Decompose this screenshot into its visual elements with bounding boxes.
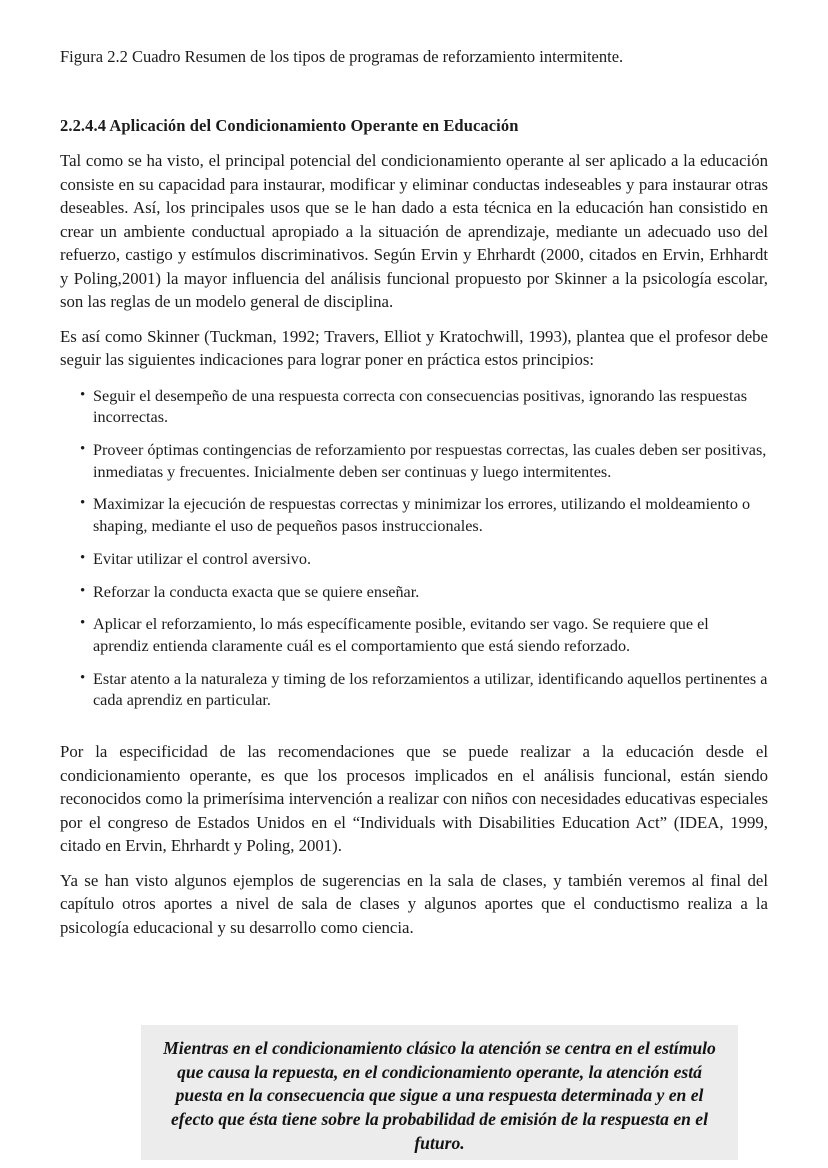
list-item [60,494,768,537]
list-item [60,440,768,483]
callout-quote-text: Mientras en el condicionamiento clásico la atención se centra en el estímulo que causa la repuesta, en el condicionamiento operante, la atención está puesta en la consecuencia que sigue a una respuesta determinada y en el efecto que ésta tiene sobre la probabilidad de emisión de la respuesta en el futuro. [163,1038,716,1153]
list-item-text: Proveer óptimas contingencias de reforzamiento por respuestas correctas, las cuales deben ser positivas, inmediatas y frecuentes. Inicialmente deben ser continuas y luego intermitentes. [93,441,767,481]
bullet-icon: • [80,669,86,686]
figure-caption: Figura 2.2 Cuadro Resumen de los tipos de programas de reforzamiento intermitente. [60,47,624,66]
list-item-text: Estar atento a la naturaleza y timing de los reforzamientos a utilizar, identificando aquellos pertinentes a cada aprendiz en particular. [93,669,768,710]
bullet-icon: • [80,549,86,566]
section-heading: 2.2.4.4 Aplicación del Condicionamiento Operante en Educación [60,115,519,135]
callout-quote-box [141,1025,738,1160]
list-item [60,582,768,604]
list-item-text: Evitar utilizar el control aversivo. [93,549,312,568]
list-item [60,549,768,571]
list-item-text: Aplicar el reforzamiento, lo más específicamente posible, evitando ser vago. Se requiere que el aprendiz entienda claramente cuál es el comportamiento que está siendo reforzado. [93,615,709,655]
list-item-text: Maximizar la ejecución de respuestas correctas y minimizar los errores, utilizando el moldeamiento o shaping, mediante el uso de pequeños pasos instruccionales. [93,495,751,536]
paragraph-3: Por la especificidad de las recomendaciones que se puede realizar a la educación desde el condicionamiento operante, es que los procesos implicados en el análisis funcional, están siendo reconocidos como la primerísima intervención a realizar con niños con necesidades educativas especiales por el congreso de Estados Unidos en el “Individuals with Disabilities Education Act” (IDEA, 1999, citado en Ervin, Ehrhardt y Poling, 2001). [60,742,768,856]
bullet-icon: • [80,441,86,458]
list-item [60,614,768,657]
recommendations-list [60,386,768,712]
paragraph-2: Es así como Skinner (Tuckman, 1992; Travers, Elliot y Kratochwill, 1993), plantea que el profesor debe seguir las siguientes indicaciones para lograr poner en práctica estos principios: [60,326,768,370]
bullet-icon: • [80,495,86,512]
paragraph-1: Tal como se ha visto, el principal potencial del condicionamiento operante al ser aplicado a la educación consiste en su capacidad para instaurar, modificar y eliminar conductas indeseables y para instaurar otras deseables. Así, los principales usos que se le han dado a esta técnica en la educación han consistido en crear un ambiente conductual apropiado a la situación de aprendizaje, mediante un adecuado uso del refuerzo, castigo y estímulos discriminativos. Según Ervin y Ehrhardt (2000, citados en Ervin, Erhhardt y Poling,2001) la mayor influencia del análisis funcional propuesto por Skinner a la psicología escolar, son las reglas de un modelo general de disciplina. [60,151,768,312]
page-content [60,46,768,939]
paragraph-4: Ya se han visto algunos ejemplos de sugerencias en la sala de clases, y también veremos al final del capítulo otros aportes a nivel de sala de clases y algunos aportes que el conductismo realiza a la psicología educacional y su desarrollo como ciencia. [60,870,768,937]
bullet-icon: • [80,386,86,403]
list-item-text: Seguir el desempeño de una respuesta correcta con consecuencias positivas, ignorando las respuestas incorrectas. [93,386,748,427]
list-item [60,386,768,429]
bullet-icon: • [80,615,86,632]
list-item-text: Reforzar la conducta exacta que se quiere enseñar. [93,582,420,601]
list-item [60,669,768,712]
bullet-icon: • [80,582,86,599]
